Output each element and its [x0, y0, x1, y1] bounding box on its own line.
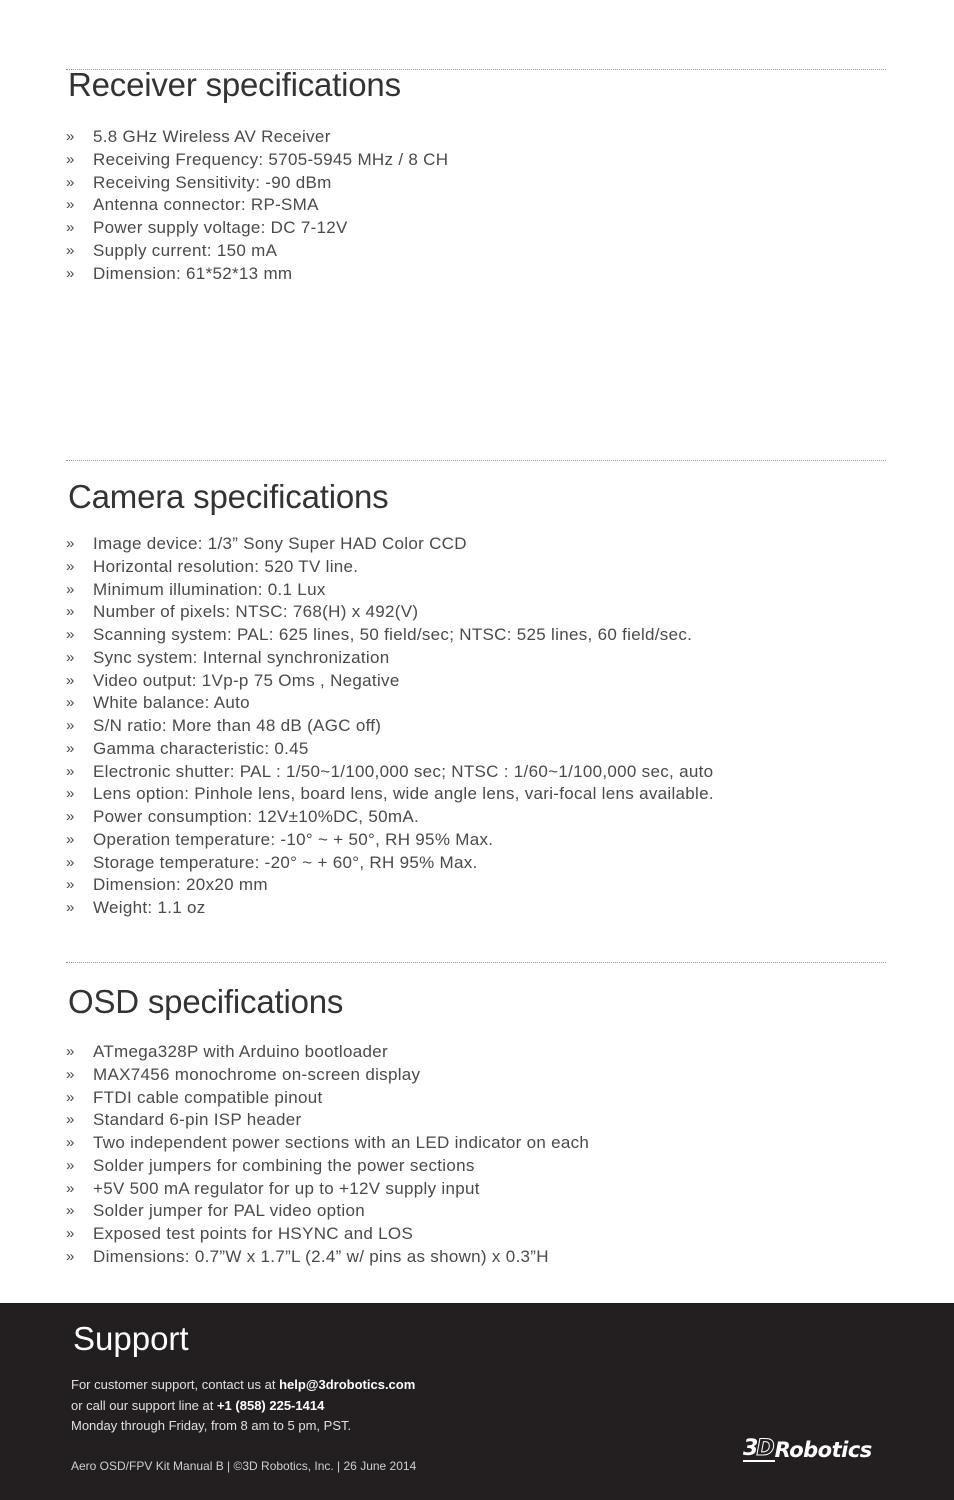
support-title: Support [73, 1320, 189, 1357]
spec-item-text: Electronic shutter: PAL : 1/50~1/100,000 sec; NTSC : 1/60~1/100,000 sec, auto [93, 761, 714, 781]
spec-list-item [66, 172, 448, 195]
spec-item-text: Minimum illumination: 0.1 Lux [93, 579, 326, 599]
spec-list-item [66, 1178, 589, 1201]
spec-item-text: 5.8 GHz Wireless AV Receiver [93, 127, 331, 146]
spec-list-item [66, 217, 448, 240]
spec-list-item [66, 1155, 589, 1178]
spec-item-text: Two independent power sections with an LED indicator on each [93, 1133, 590, 1152]
logo-mark-d: D [756, 1436, 773, 1461]
spec-item-text: ATmega328P with Arduino bootloader [93, 1042, 388, 1061]
spec-list-item [66, 1064, 589, 1087]
spec-item-text: Exposed test points for HSYNC and LOS [93, 1224, 414, 1243]
spec-item-text: Video output: 1Vp-p 75 Oms , Negative [93, 670, 400, 690]
bullet-icon: » [66, 1065, 75, 1083]
spec-list-item [66, 1041, 589, 1064]
bullet-icon: » [66, 580, 75, 598]
bullet-icon: » [66, 535, 75, 552]
bullet-icon: » [66, 1111, 75, 1129]
spec-list-item [66, 806, 714, 829]
camera-top-rule [66, 460, 886, 461]
spec-item-text: Lens option: Pinhole lens, board lens, wide angle lens, vari-focal lens available. [93, 784, 714, 804]
camera-section-title: Camera specifications [68, 478, 389, 515]
bullet-icon: » [66, 717, 75, 734]
spec-item-text: Weight: 1.1 oz [93, 898, 206, 917]
spec-list-item [66, 1246, 589, 1269]
bullet-icon: » [66, 128, 75, 145]
spec-item-text: FTDI cable compatible pinout [93, 1087, 323, 1107]
spec-item-text: Sync system: Internal synchronization [93, 647, 390, 667]
bullet-icon: » [66, 899, 75, 916]
bullet-icon: » [66, 671, 75, 689]
bullet-icon: » [66, 876, 75, 894]
logo-mark-3: 3 [743, 1436, 757, 1461]
osd-top-rule [66, 962, 886, 963]
spec-list-item [66, 761, 714, 784]
receiver-spec-list [66, 126, 448, 285]
spec-list-item [66, 670, 714, 693]
spec-item-text: Receiving Frequency: 5705-5945 MHz / 8 CH [93, 149, 449, 169]
spec-list-item [66, 715, 714, 738]
bullet-icon: » [66, 853, 75, 871]
spec-item-text: Dimension: 61*52*13 mm [93, 263, 293, 283]
bullet-icon: » [66, 557, 75, 575]
spec-item-text: Solder jumper for PAL video option [93, 1201, 365, 1221]
spec-list-item [66, 149, 448, 172]
bullet-icon: » [66, 694, 75, 712]
spec-item-text: Number of pixels: NTSC: 768(H) x 492(V) [93, 602, 419, 622]
support-hours: Monday through Friday, from 8 am to 5 pm, PST. [71, 1418, 352, 1433]
bullet-icon: » [66, 1043, 75, 1060]
spec-list-item [66, 783, 714, 806]
spec-item-text: Dimension: 20x20 mm [93, 875, 268, 895]
support-email-prefix: For customer support, contact us at [71, 1377, 280, 1392]
spec-list-item [66, 1223, 589, 1246]
bullet-icon: » [66, 173, 75, 191]
logo-mark [743, 1438, 775, 1462]
spec-item-text: Power supply voltage: DC 7-12V [93, 218, 348, 237]
support-phone-prefix: or call our support line at [71, 1397, 217, 1413]
document-footer-note: Aero OSD/FPV Kit Manual B | ©3D Robotics, Inc. | 26 June 2014 [71, 1459, 417, 1473]
spec-item-text: Standard 6-pin ISP header [93, 1110, 302, 1130]
bullet-icon: » [66, 1156, 75, 1174]
spec-item-text: Operation temperature: -10° ~ + 50°, RH 95% Max. [93, 829, 494, 849]
spec-list-item [66, 692, 714, 715]
spec-item-text: S/N ratio: More than 48 dB (AGC off) [93, 716, 382, 735]
spec-list-item [66, 263, 448, 286]
bullet-icon: » [66, 648, 75, 666]
spec-item-text: Antenna connector: RP-SMA [93, 195, 319, 215]
bullet-icon: » [66, 1134, 75, 1151]
spec-list-item [66, 194, 448, 217]
support-line-phone [71, 1396, 415, 1417]
bullet-icon: » [66, 241, 75, 259]
spec-list-item [66, 897, 714, 920]
spec-list-item [66, 624, 714, 647]
bullet-icon: » [66, 1247, 75, 1265]
spec-item-text: Scanning system: PAL: 625 lines, 50 field/sec; NTSC: 525 lines, 60 field/sec. [93, 625, 693, 644]
bullet-icon: » [66, 219, 75, 236]
spec-item-text: Horizontal resolution: 520 TV line. [93, 556, 359, 576]
bullet-icon: » [66, 762, 75, 780]
spec-list-item [66, 647, 714, 670]
spec-item-text: Image device: 1/3” Sony Super HAD Color CCD [93, 534, 467, 553]
spec-list-item [66, 126, 448, 149]
spec-item-text: MAX7456 monochrome on-screen display [93, 1064, 421, 1084]
spec-list-item [66, 738, 714, 761]
bullet-icon: » [66, 1202, 75, 1220]
spec-item-text: Gamma characteristic: 0.45 [93, 738, 309, 758]
spec-item-text: Receiving Sensitivity: -90 dBm [93, 172, 332, 192]
spec-list-item [66, 1200, 589, 1223]
spec-list-item [66, 1087, 589, 1110]
spec-list-item [66, 829, 714, 852]
spec-list-item [66, 601, 714, 624]
spec-list-item [66, 240, 448, 263]
bullet-icon: » [66, 196, 75, 214]
spec-item-text: Supply current: 150 mA [93, 240, 278, 260]
spec-list-item [66, 533, 714, 556]
bullet-icon: » [66, 1088, 75, 1106]
camera-spec-list [66, 533, 714, 920]
bullet-icon: » [66, 1179, 75, 1197]
bullet-icon: » [66, 626, 75, 643]
osd-section-title: OSD specifications [68, 983, 344, 1020]
spec-item-text: Dimensions: 0.7”W x 1.7”L (2.4” w/ pins as shown) x 0.3”H [93, 1246, 549, 1266]
receiver-section-title: Receiver specifications [68, 66, 401, 103]
spec-item-text: +5V 500 mA regulator for up to +12V supply input [93, 1178, 480, 1198]
spec-item-text: Solder jumpers for combining the power sections [93, 1155, 475, 1175]
spec-list-item [66, 579, 714, 602]
spec-item-text: Storage temperature: -20° ~ + 60°, RH 95% Max. [93, 852, 478, 872]
spec-list-item [66, 874, 714, 897]
3d-robotics-logo [743, 1433, 893, 1467]
bullet-icon: » [66, 150, 75, 168]
bullet-icon: » [66, 264, 75, 282]
bullet-icon: » [66, 808, 75, 825]
spec-item-text: White balance: Auto [93, 693, 250, 713]
bullet-icon: » [66, 739, 75, 757]
spec-list-item [66, 1132, 589, 1155]
support-email-link[interactable]: help@3drobotics.com [279, 1377, 416, 1392]
bullet-icon: » [66, 603, 75, 621]
spec-list-item [66, 852, 714, 875]
logo-wordmark: Robotics [774, 1438, 872, 1462]
bullet-icon: » [66, 830, 75, 848]
spec-item-text: Power consumption: 12V±10%DC, 50mA. [93, 807, 419, 826]
support-contact-text [71, 1375, 415, 1437]
osd-spec-list [66, 1041, 589, 1269]
support-line-email [71, 1375, 415, 1396]
spec-list-item [66, 1109, 589, 1132]
spec-list-item [66, 556, 714, 579]
support-panel [0, 1303, 954, 1500]
support-phone-number[interactable]: +1 (858) 225-1414 [216, 1397, 325, 1413]
bullet-icon: » [66, 785, 75, 803]
bullet-icon: » [66, 1225, 75, 1242]
